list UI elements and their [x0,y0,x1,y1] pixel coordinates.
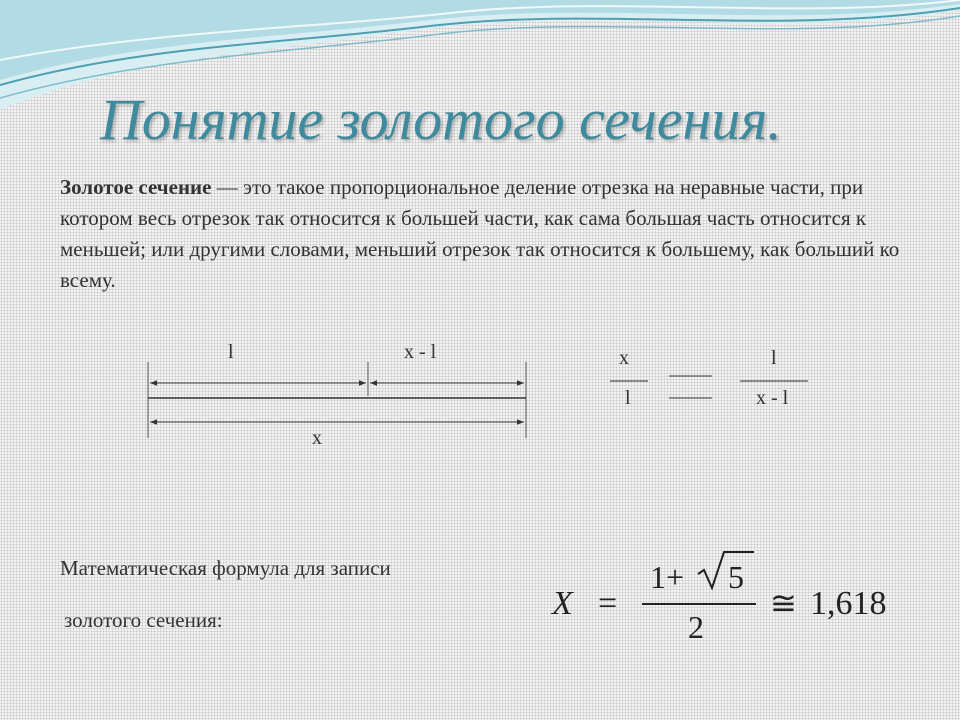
golden-ratio-formula [540,548,940,648]
formula-approx-sign: ≅ [770,585,797,621]
proportion-left-numerator: x [619,347,629,369]
label-x: x [312,427,322,449]
segment-diagram [0,330,960,460]
label-l: l [228,341,234,363]
definition-text: — это такое пропорциональное деление отрезка на неравные части, при котором весь отрезок так относится к большей части, как сама большая часть относится к меньшей; или другими словами, меньший отрезок так относится к большему, как больший ко всему. [60,175,900,292]
formula-sqrt-sign [698,552,754,588]
definition-paragraph [60,172,900,296]
page-title: Понятие золотого сечения. [100,87,782,152]
formula-caption-line2: золотого сечения: [64,608,223,632]
formula-radicand: 5 [728,559,744,595]
label-x-minus-l: x - l [404,341,437,363]
formula-denominator: 2 [688,609,704,645]
definition-term: Золотое сечение [60,175,212,199]
formula-variable: X [552,585,573,622]
proportion-right-numerator: l [771,347,777,369]
proportion-left-denominator: l [625,387,631,409]
proportion-right-denominator: x - l [756,387,789,409]
formula-value: 1,618 [810,585,887,622]
formula-caption-line1: Математическая формула для записи [60,556,391,580]
formula-numerator-prefix: 1+ [650,559,685,595]
formula-equals: = [598,585,618,622]
